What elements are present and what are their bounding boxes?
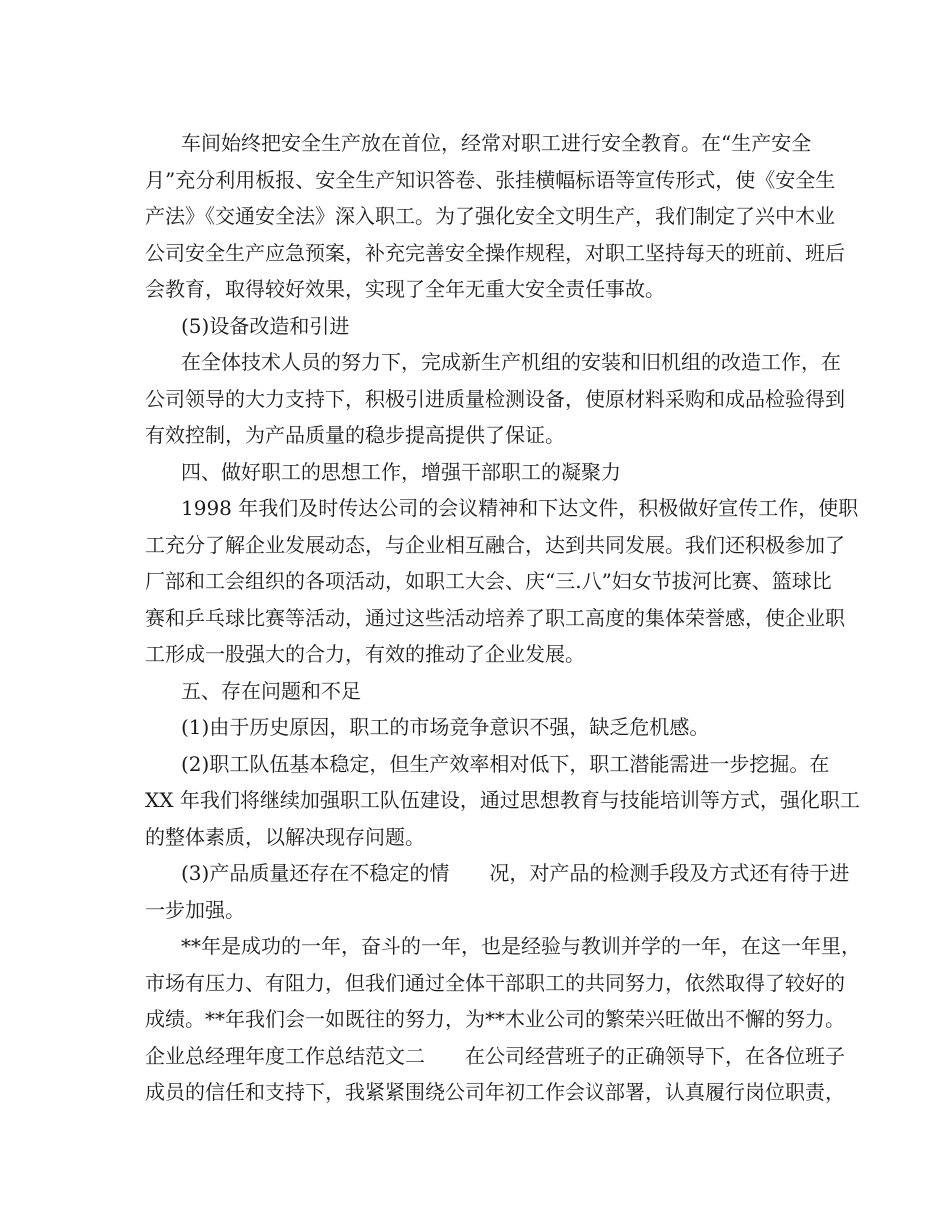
document-body [145, 125, 861, 1111]
text-line: **年是成功的一年，奋斗的一年，也是经验与教训并学的一年，在这一年里， [181, 934, 861, 958]
text-line: 工形成一股强大的合力，有效的推动了企业发展。 [145, 642, 585, 666]
section-heading: (5)设备改造和引进 [181, 313, 350, 338]
text-line: 有效控制，为产品质量的稳步提高提供了保证。 [145, 423, 565, 447]
text-line: 公司领导的大力支持下，积极引进质量检测设备，使原材料采购和成品检验得到 [145, 386, 845, 411]
text-line: 1998 年我们及时传达公司的会议精神和下达文件，积极做好宣传工作，使职 [181, 496, 859, 520]
text-line: 一步加强。 [145, 897, 245, 922]
text-line: 车间始终把安全生产放在首位，经常对职工进行安全教育。在“生产安全 [181, 131, 812, 155]
text-line: 会教育，取得较好效果，实现了全年无重大安全责任事故。 [145, 277, 665, 301]
list-item: (2)职工队伍基本稳定，但生产效率相对低下，职工潜能需进一步挖掘。在 [181, 751, 830, 776]
text-line: 在全体技术人员的努力下，完成新生产机组的安装和旧机组的改造工作，在 [181, 350, 841, 374]
list-item: (3)产品质量还存在不稳定的情 况，对产品的检测手段及方式还有待于进 [181, 861, 850, 885]
text-line: 工充分了解企业发展动态，与企业相互融合，达到共同发展。我们还积极参加了 [145, 532, 845, 557]
text-line: 赛和乒乓球比赛等活动，通过这些活动培养了职工高度的集体荣誉感，使企业职 [145, 605, 845, 630]
text-line: 成绩。**年我们会一如既往的努力，为**木业公司的繁荣兴旺做出不懈的努力。 [145, 1007, 845, 1031]
text-line: 成员的信任和支持下，我紧紧围绕公司年初工作会议部署，认真履行岗位职责， [145, 1080, 845, 1104]
text-line: 厂部和工会组织的各项活动，如职工大会、庆“三.八”妇女节拔河比赛、篮球比 [145, 569, 832, 593]
section-heading: 四、做好职工的思想工作，增强干部职工的凝聚力 [181, 459, 621, 484]
list-item: (1)由于历史原因，职工的市场竞争意识不强，缺乏危机感。 [181, 715, 710, 739]
section-heading: 五、存在问题和不足 [181, 678, 361, 703]
text-line: 企业总经理年度工作总结范文二 在公司经营班子的正确领导下，在各位班子 [145, 1043, 845, 1068]
text-line: 的整体素质，以解决现存问题。 [145, 824, 425, 849]
text-line: 产法》《交通安全法》深入职工。为了强化安全文明生产，我们制定了兴中木业 [145, 204, 835, 228]
text-line: 市场有压力、有阻力，但我们通过全体干部职工的共同努力，依然取得了较好的 [145, 970, 845, 995]
text-line: 公司安全生产应急预案，补充完善安全操作规程，对职工坚持每天的班前、班后 [145, 240, 845, 265]
text-line: 月”充分利用板报、安全生产知识答卷、张挂横幅标语等宣传形式，使《安全生 [145, 167, 836, 192]
text-line: XX 年我们将继续加强职工队伍建设，通过思想教育与技能培训等方式，强化职工 [145, 788, 860, 812]
